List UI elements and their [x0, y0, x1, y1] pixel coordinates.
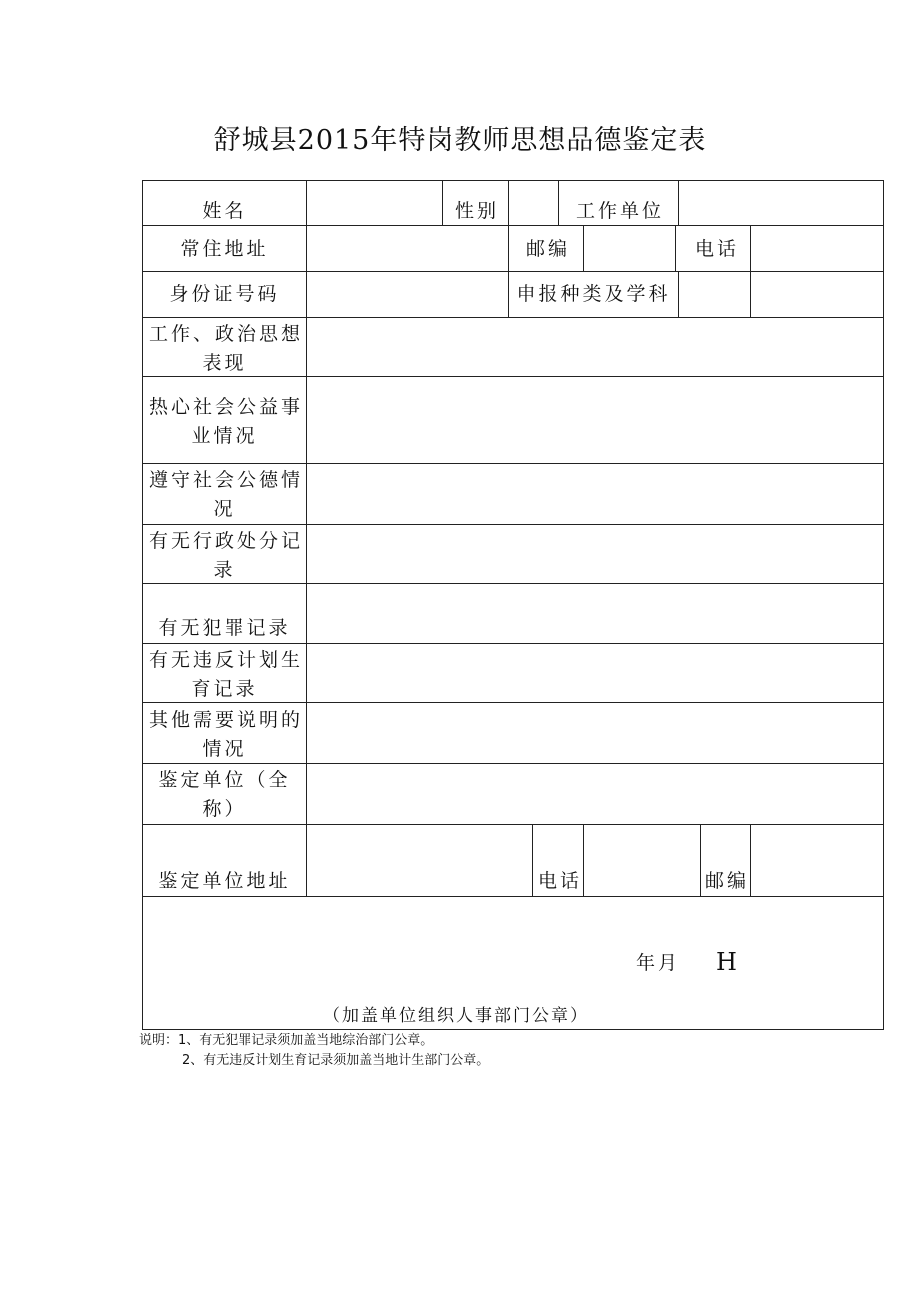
note-line-2: 2、有无违反计划生育记录须加盖当地计生部门公章。 — [182, 1053, 490, 1068]
cell-divider — [750, 225, 751, 271]
row-divider — [142, 463, 884, 464]
cell-divider — [583, 824, 584, 896]
admin-penalty-label-line1: 有无行政处分记 — [149, 530, 304, 552]
category-subject-label: 申报种类及学科 — [516, 283, 671, 305]
table-border-top — [142, 180, 884, 181]
phone-label: 电话 — [695, 238, 740, 260]
unit-postcode-label: 邮编 — [705, 870, 750, 892]
crime-record-label: 有无犯罪记录 — [158, 617, 291, 639]
cell-divider — [750, 824, 751, 896]
cell-divider — [532, 824, 533, 896]
row-divider — [142, 271, 884, 272]
cell-divider — [442, 180, 443, 225]
politics-label-line2: 表现 — [202, 352, 247, 374]
cell-divider — [675, 225, 676, 271]
row-divider — [142, 643, 884, 644]
row-divider — [142, 524, 884, 525]
cell-divider — [508, 180, 509, 225]
welfare-label-line2: 业情况 — [191, 425, 258, 447]
politics-label-line1: 工作、政治思想 — [149, 323, 304, 345]
address-label: 常住地址 — [180, 238, 269, 260]
unit-full-name-label-line1: 鉴定单位（全 — [158, 769, 291, 791]
morality-label-line2: 况 — [213, 498, 236, 520]
row-divider — [142, 225, 884, 226]
cell-divider — [678, 271, 679, 317]
cell-divider — [700, 824, 701, 896]
row-divider — [142, 317, 884, 318]
cell-divider — [558, 180, 559, 225]
label-column-divider — [306, 180, 307, 896]
name-label: 姓名 — [202, 200, 247, 222]
postcode-label: 邮编 — [526, 238, 571, 260]
row-divider — [142, 763, 884, 764]
other-label-line1: 其他需要说明的 — [149, 709, 304, 731]
date-label: 年月 — [636, 952, 681, 974]
note-line-1: 说明：1、有无犯罪记录须加盖当地综治部门公章。 — [139, 1033, 434, 1048]
unit-phone-label: 电话 — [538, 870, 583, 892]
cell-divider — [583, 225, 584, 271]
table-border-right — [883, 180, 884, 1030]
morality-label-line1: 遵守社会公德情 — [149, 469, 304, 491]
cell-divider — [750, 271, 751, 317]
unit-address-label: 鉴定单位地址 — [158, 870, 291, 892]
date-day-mark: H — [716, 948, 737, 976]
gender-label: 性别 — [455, 200, 500, 222]
seal-note: （加盖单位组织人事部门公章） — [323, 1006, 589, 1026]
cell-divider — [508, 225, 509, 271]
admin-penalty-label-line2: 录 — [213, 559, 236, 581]
other-label-line2: 情况 — [202, 738, 247, 760]
row-divider — [142, 896, 884, 897]
page-title: 舒城县2015年特岗教师思想品德鉴定表 — [213, 125, 707, 156]
welfare-label-line1: 热心社会公益事 — [149, 396, 304, 418]
birth-plan-label-line1: 有无违反计划生 — [149, 649, 304, 671]
unit-full-name-label-line2: 称） — [202, 798, 247, 820]
id-number-label: 身份证号码 — [169, 283, 280, 305]
cell-divider — [678, 180, 679, 225]
row-divider — [142, 824, 884, 825]
birth-plan-label-line2: 育记录 — [191, 678, 258, 700]
work-unit-label: 工作单位 — [576, 200, 665, 222]
